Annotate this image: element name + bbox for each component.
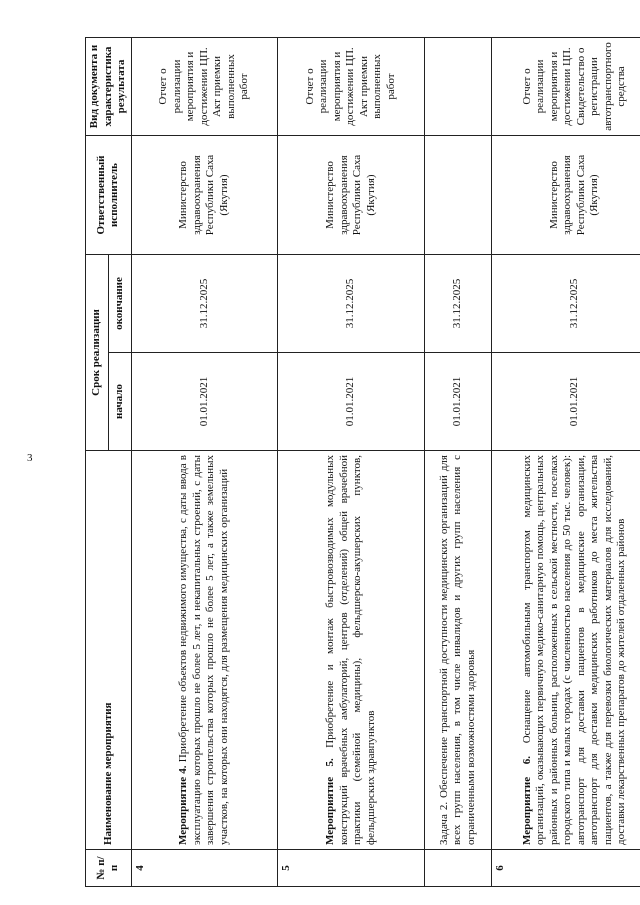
- row-doc: Отчет о реализации мероприятия и достижении ЦП. Акт приемки выполненных работ: [278, 38, 425, 136]
- col-term-header: Срок реализации: [86, 255, 109, 451]
- row-text: Оснащение автомобильным транспортом медицинских организаций, оказывающих первичную медико-санитарную помощь, центральных районных и районных больниц, расположенных в сельской местности, поселках городского типа и малых городах (с численностью населения до 50 тыс. человек): автотранспорт для доставки пациентов в медицинские организации, автотранспорт для доставки медицинских работников до места жительства пациентов, а также для перевозки биологических материалов для исследований, доставки лекарственных препаратов до жителей отдаленных районов: [520, 454, 628, 845]
- row-executor: Министерство здравоохранения Республики Саха (Якутия): [131, 136, 278, 255]
- table-row: [278, 38, 425, 887]
- col-start-header: начало: [108, 353, 131, 451]
- col-number-header: № п/п: [86, 850, 132, 887]
- row-number: 5: [278, 850, 425, 887]
- table-row: [131, 38, 278, 887]
- col-doc-header: Вид документа и характеристика результата: [86, 38, 132, 136]
- row-name: [278, 451, 425, 850]
- activities-table: [85, 37, 640, 887]
- header-row: [86, 38, 109, 887]
- col-end-header: окончание: [108, 255, 131, 353]
- col-executor-header: Ответственный исполнитель: [86, 136, 132, 255]
- row-executor: Министерство здравоохранения Республики Саха (Якутия): [491, 136, 640, 255]
- row-doc: Отчет о реализации мероприятия и достижении ЦП. Акт приемки выполненных работ: [131, 38, 278, 136]
- row-text: Приобретение и монтаж быстровозводимых модульных конструкций врачебных амбулаторий, центров (отделений) общей врачебной практики (семейной медицины), фельдшерско-акушерских пунктов, фельдшерских здравпунктов: [324, 454, 377, 845]
- row-number: 4: [131, 850, 278, 887]
- row-executor: Министерство здравоохранения Республики Саха (Якутия): [278, 136, 425, 255]
- row-name: [491, 451, 640, 850]
- table-row: [424, 38, 491, 887]
- row-name: [424, 451, 491, 850]
- row-doc: [424, 38, 491, 136]
- row-title: Мероприятие 6.: [520, 755, 533, 845]
- row-start: 01.01.2021: [491, 353, 640, 451]
- row-title: Мероприятие 5.: [324, 758, 336, 845]
- col-name-header: Наименование мероприятия: [86, 451, 132, 850]
- row-end: 31.12.2025: [131, 255, 278, 353]
- row-end: 31.12.2025: [491, 255, 640, 353]
- row-number: [424, 850, 491, 887]
- row-start: 01.01.2021: [424, 353, 491, 451]
- row-title: Мероприятие 4.: [177, 765, 190, 845]
- row-doc: Отчет о реализации мероприятия и достижении ЦП. Свидетельство о регистрации автотранспортного средства: [491, 38, 640, 136]
- row-text: Задача 2. Обеспечение транспортной доступности медицинских организаций для всех групп населения, в том числе инвалидов и других групп населения с ограниченными возможностями здоровья: [437, 455, 477, 845]
- table-container: [85, 37, 640, 887]
- row-number: 6: [491, 850, 640, 887]
- row-end: 31.12.2025: [278, 255, 425, 353]
- row-end: 31.12.2025: [424, 255, 491, 353]
- row-text: Приобретение объектов недвижимого имущества, с даты ввода в эксплуатацию которых прошло не более 5 лет, и некапитальных строений, с даты завершения строительства которых прошло не более 5 лет, а также земельных участков, на которых они находятся, для размещения медицинских организаций: [177, 455, 230, 845]
- row-name: [131, 451, 278, 850]
- page-number: 3: [27, 452, 33, 464]
- row-start: 01.01.2021: [131, 353, 278, 451]
- row-executor: [424, 136, 491, 255]
- table-row: [491, 38, 640, 887]
- row-start: 01.01.2021: [278, 353, 425, 451]
